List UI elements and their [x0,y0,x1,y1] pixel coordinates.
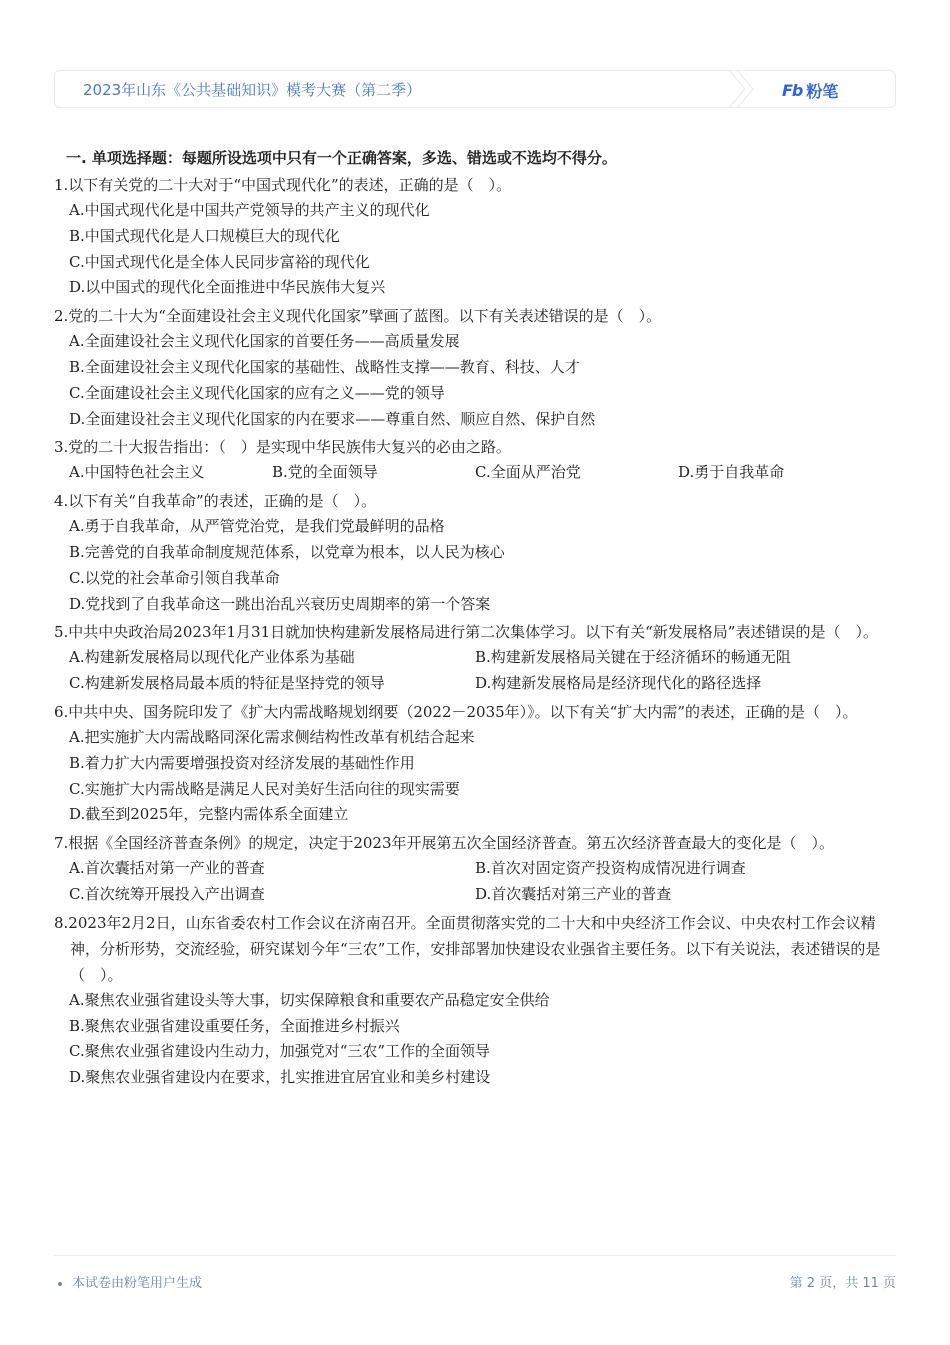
question-5 [54,619,884,697]
option-b: B.全面建设社会主义现代化国家的基础性、战略性支撑——教育、科技、人才 [69,357,580,376]
option-c: C.聚焦农业强省建设内生动力，加强党对“三农”工作的全面领导 [69,1042,491,1061]
option-b: B.聚焦农业强省建设重要任务，全面推进乡村振兴 [69,1016,400,1035]
option-list [69,460,884,486]
question-7 [54,830,884,908]
option-a: A.中国特色社会主义 [69,463,205,482]
option-b: B.中国式现代化是人口规模巨大的现代化 [69,226,340,245]
option-list [69,725,884,828]
option-d: D.截至到2025年，完整内需体系全面建立 [69,805,349,824]
option-list [69,645,884,697]
option-c: C.中国式现代化是全体人民同步富裕的现代化 [69,252,370,271]
option-c: C.实施扩大内需战略是满足人民对美好生活向往的现实需要 [69,779,460,798]
option-b: B.完善党的自我革命制度规范体系，以党章为根本，以人民为核心 [69,542,505,561]
option-c: C.首次统筹开展投入产出调查 [69,884,265,903]
option-d: D.以中国式的现代化全面推进中华民族伟大复兴 [69,278,386,297]
option-b: B.首次对固定资产投资构成情况进行调查 [475,859,746,878]
option-a: A.首次囊括对第一产业的普查 [69,859,265,878]
question-8 [54,910,884,1091]
option-list [69,856,884,908]
brand-logo [782,79,838,102]
option-d: D.首次囊括对第三产业的普查 [475,884,672,903]
option-a: A.把实施扩大内需战略同深化需求侧结构性改革有机结合起来 [69,727,475,746]
option-c: C.全面从严治党 [475,463,581,482]
option-list [69,514,884,617]
exam-title: 2023年山东《公共基础知识》模考大赛（第二季） [83,81,422,99]
footer-note-text: 本试卷由粉笔用户生成 [72,1276,203,1291]
question-stem: 8.2023年2月2日，山东省委农村工作会议在济南召开。全面贯彻落实党的二十大和中央经济工作会议、中央农村工作会议精神，分析形势，交流经验，研究谋划今年“三农”工作，安排部署加快建设农业强省主要任务。以下有关说法，表述错误的是（ ）。 [54,913,881,984]
option-list [69,329,884,432]
footer-divider [54,1255,896,1256]
bullet-dot-icon [58,1282,62,1286]
question-stem: 3.党的二十大报告指出：（ ）是实现中华民族伟大复兴的必由之路。 [54,438,511,457]
section-title: 一. 单项选择题：每题所设选项中只有一个正确答案，多选、错选或不选均不得分。 [66,149,617,167]
question-stem: 2.党的二十大为“全面建设社会主义现代化国家”擘画了蓝图。以下有关表述错误的是（ ）。 [54,307,662,326]
question-2 [54,303,884,432]
exam-content [54,146,884,1091]
option-list [69,198,884,301]
page-header [54,70,896,108]
option-a: A.中国式现代化是中国共产党领导的共产主义的现代化 [69,201,430,219]
option-list [69,988,884,1091]
brand-name: 粉笔 [806,82,839,101]
question-4 [54,488,884,617]
question-stem: 1.以下有关党的二十大对于“中国式现代化”的表述，正确的是（ ）。 [54,176,512,194]
option-d: D.聚焦农业强省建设内在要求，扎实推进宜居宜业和美乡村建设 [69,1068,491,1087]
option-a: A.全面建设社会主义现代化国家的首要任务——高质量发展 [69,332,460,351]
option-d: D.全面建设社会主义现代化国家的内在要求——尊重自然、顺应自然、保护自然 [69,409,596,428]
option-b: B.党的全面领导 [272,463,378,482]
question-stem: 5.中共中央政治局2023年1月31日就加快构建新发展格局进行第二次集体学习。以下有关“新发展格局”表述错误的是（ ）。 [54,623,878,642]
question-1 [54,172,884,301]
page-number: 第 2 页，共 11 页 [789,1276,896,1291]
question-stem: 7.根据《全国经济普查条例》的规定，决定于2023年开展第五次全国经济普查。第五次经济普查最大的变化是（ ）。 [54,834,834,853]
footer-note [58,1272,202,1291]
option-c: C.全面建设社会主义现代化国家的应有之义——党的领导 [69,383,445,402]
option-d: D.构建新发展格局是经济现代化的路径选择 [475,674,762,693]
option-c: C.以党的社会革命引领自我革命 [69,568,280,587]
option-a: A.勇于自我革命，从严管党治党，是我们党最鲜明的品格 [69,517,445,536]
option-c: C.构建新发展格局最本质的特征是坚持党的领导 [69,674,385,693]
question-stem: 4.以下有关“自我革命”的表述，正确的是（ ）。 [54,492,377,511]
question-stem: 6.中共中央、国务院印发了《扩大内需战略规划纲要（2022－2035年）》。以下有关“扩大内需”的表述，正确的是（ ）。 [54,702,858,721]
question-6 [54,699,884,828]
option-a: A.构建新发展格局以现代化产业体系为基础 [69,648,355,667]
option-a: A.聚焦农业强省建设头等大事，切实保障粮食和重要农产品稳定安全供给 [69,990,550,1009]
option-d: D.勇于自我革命 [678,463,785,482]
fb-logo-icon: Fb [782,81,803,100]
option-b: B.着力扩大内需要增强投资对经济发展的基础性作用 [69,753,415,772]
option-d: D.党找到了自我革命这一跳出治乱兴衰历史周期率的第一个答案 [69,594,491,613]
question-3 [54,434,884,486]
option-b: B.构建新发展格局关键在于经济循环的畅通无阻 [475,648,791,667]
